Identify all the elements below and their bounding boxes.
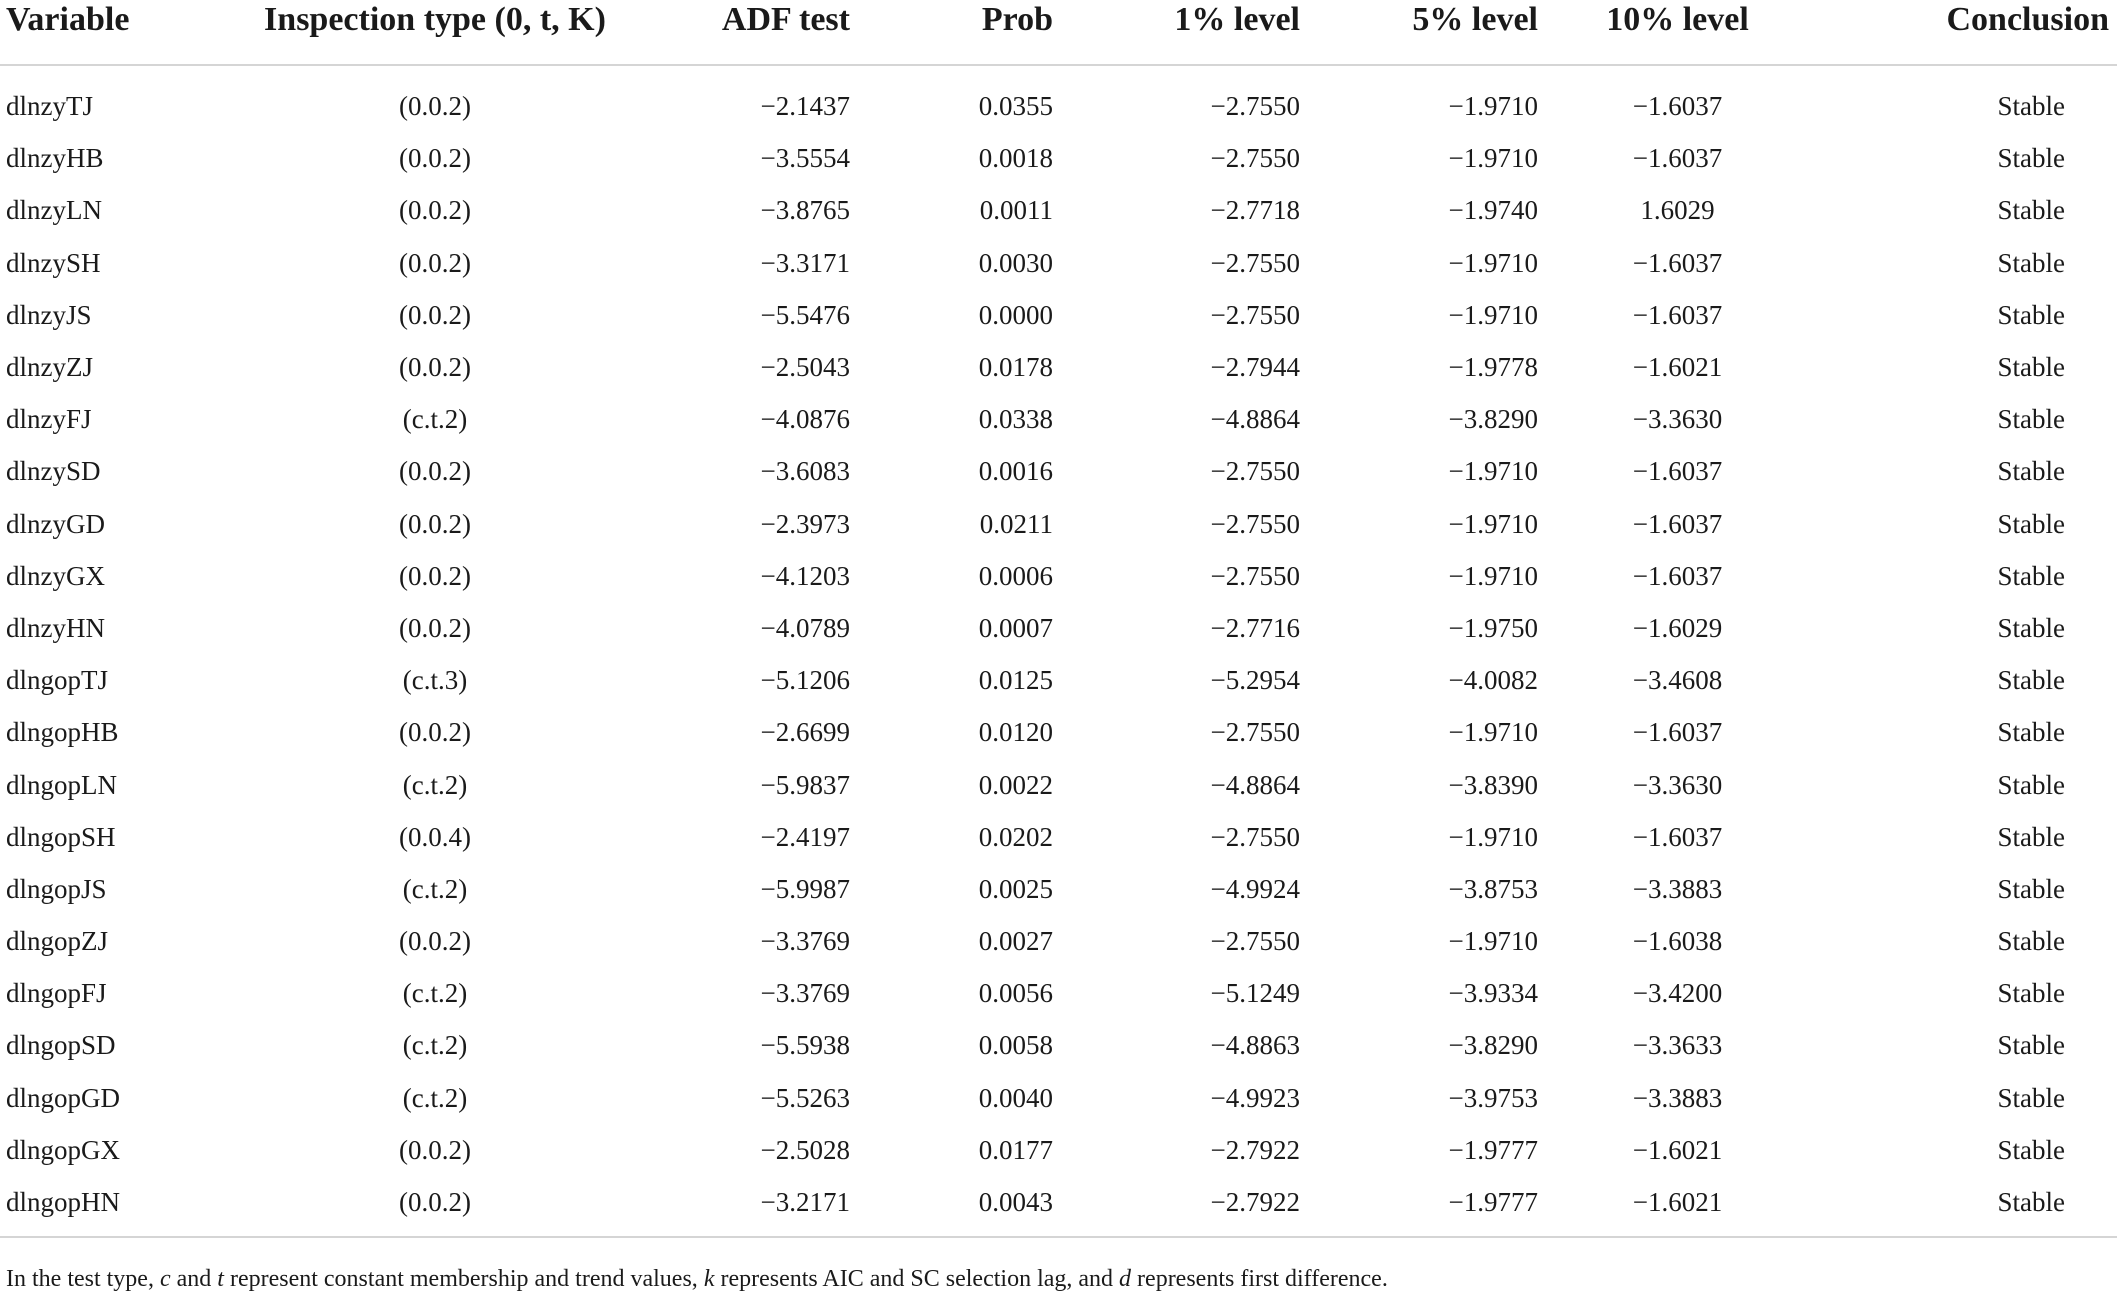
cell-adf-test: −5.9987 (760, 873, 850, 904)
table-row (0, 863, 2117, 915)
cell-inspection-type: (0.0.2) (399, 143, 471, 174)
footnote-text: represent constant membership and trend values, (223, 1266, 704, 1292)
cell-5pct-level: −1.9710 (1448, 560, 1538, 591)
cell-prob: 0.0058 (978, 1030, 1053, 1061)
cell-conclusion: Stable (1997, 1082, 2065, 1113)
cell-10pct-level: −3.3883 (1632, 873, 1723, 904)
cell-inspection-type: (c.t.2) (402, 1030, 468, 1061)
cell-inspection-type: (0.0.2) (399, 456, 471, 487)
cell-adf-test: −5.5938 (760, 1030, 850, 1061)
cell-adf-test: −4.1203 (760, 560, 850, 591)
cell-adf-test: −2.1437 (760, 91, 850, 122)
cell-conclusion: Stable (1997, 873, 2065, 904)
cell-adf-test: −3.2171 (630, 1176, 875, 1237)
cell-10pct-level: −1.6029 (1632, 612, 1723, 643)
table-row (0, 184, 2117, 236)
table-row (0, 132, 2117, 184)
cell-prob: 0.0120 (978, 717, 1053, 748)
cell-10pct-level: −1.6037 (1632, 91, 1723, 122)
cell-inspection-type: (0.0.2) (399, 352, 471, 383)
cell-variable: dlnzyHN (6, 612, 105, 643)
cell-conclusion: Stable (1997, 821, 2065, 852)
cell-5pct-level: −4.0082 (1448, 665, 1538, 696)
cell-variable: dlnzyJS (6, 299, 92, 330)
cell-5pct-level: −1.9710 (1448, 456, 1538, 487)
cell-1pct-level: −4.9924 (1210, 873, 1300, 904)
table-row (0, 65, 2117, 132)
cell-variable: dlnzyHB (6, 143, 104, 174)
column-header-adf-test: ADF test (630, 0, 875, 65)
table-row (0, 758, 2117, 810)
cell-conclusion: Stable (1997, 508, 2065, 539)
table-row (0, 915, 2117, 967)
cell-5pct-level: −3.9753 (1448, 1082, 1538, 1113)
cell-1pct-level: −2.7550 (1210, 821, 1300, 852)
table-row (0, 445, 2117, 497)
cell-prob: 0.0006 (978, 560, 1053, 591)
cell-1pct-level: −2.7922 (1065, 1176, 1310, 1237)
cell-inspection-type: (0.0.2) (399, 560, 471, 591)
footnote-var-k: k (703, 1266, 715, 1292)
cell-conclusion: Stable (1997, 404, 2065, 435)
cell-1pct-level: −2.7550 (1210, 508, 1300, 539)
cell-inspection-type: (0.0.2) (399, 508, 471, 539)
cell-1pct-level: −2.7550 (1210, 91, 1300, 122)
cell-conclusion: Stable (1997, 352, 2065, 383)
table-row (0, 1176, 2117, 1237)
cell-inspection-type: (0.0.2) (399, 717, 471, 748)
cell-1pct-level: −2.7550 (1210, 247, 1300, 278)
cell-inspection-type: (0.0.2) (240, 1176, 630, 1237)
cell-conclusion: Stable (1997, 143, 2065, 174)
cell-10pct-level: −1.6037 (1632, 821, 1723, 852)
cell-1pct-level: −5.2954 (1210, 665, 1300, 696)
cell-adf-test: −3.5554 (760, 143, 850, 174)
cell-conclusion: Stable (1997, 926, 2065, 957)
cell-prob: 0.0355 (978, 91, 1053, 122)
cell-5pct-level: −3.8290 (1448, 404, 1538, 435)
cell-5pct-level: −1.9750 (1448, 612, 1538, 643)
table-footnote (6, 1264, 1388, 1294)
cell-10pct-level: −3.3883 (1632, 1082, 1723, 1113)
cell-prob: 0.0022 (978, 769, 1053, 800)
table-row (0, 1124, 2117, 1176)
cell-1pct-level: −2.7550 (1210, 560, 1300, 591)
table-header (0, 0, 2117, 65)
cell-prob: 0.0178 (978, 352, 1053, 383)
cell-5pct-level: −1.9710 (1448, 143, 1538, 174)
cell-inspection-type: (0.0.2) (399, 247, 471, 278)
cell-conclusion: Stable (1997, 978, 2065, 1009)
cell-1pct-level: −2.7550 (1210, 143, 1300, 174)
cell-prob: 0.0043 (875, 1176, 1065, 1237)
footnote-text: In the test type, (6, 1266, 160, 1292)
cell-5pct-level: −1.9710 (1448, 821, 1538, 852)
cell-conclusion: Stable (1997, 247, 2065, 278)
footnote-var-d: d (1119, 1266, 1132, 1292)
cell-inspection-type: (0.0.2) (399, 926, 471, 957)
cell-inspection-type: (c.t.2) (402, 769, 468, 800)
cell-prob: 0.0040 (978, 1082, 1053, 1113)
cell-conclusion: Stable (1997, 1030, 2065, 1061)
cell-10pct-level: −1.6037 (1632, 299, 1723, 330)
cell-variable: dlngopTJ (6, 665, 109, 696)
cell-variable: dlnzyZJ (6, 352, 93, 383)
cell-adf-test: −2.3973 (760, 508, 850, 539)
column-header-conclusion: Conclusion (1805, 0, 2117, 65)
cell-variable: dlngopSH (6, 821, 116, 852)
cell-conclusion: Stable (1997, 560, 2065, 591)
cell-10pct-level: −1.6021 (1632, 1134, 1723, 1165)
cell-adf-test: −2.5028 (760, 1134, 850, 1165)
cell-10pct-level: 1.6029 (1640, 195, 1715, 226)
table-row (0, 654, 2117, 706)
footnote-text: and (170, 1266, 218, 1292)
cell-variable: dlnzyLN (6, 195, 102, 226)
cell-conclusion: Stable (1805, 1176, 2117, 1237)
cell-variable: dlngopLN (6, 769, 117, 800)
cell-10pct-level: −1.6021 (1550, 1176, 1805, 1237)
cell-prob: 0.0338 (978, 404, 1053, 435)
cell-inspection-type: (0.0.2) (399, 299, 471, 330)
cell-10pct-level: −3.3630 (1632, 769, 1723, 800)
cell-variable: dlngopGD (6, 1082, 120, 1113)
footnote-text: represents first difference. (1131, 1266, 1388, 1292)
cell-conclusion: Stable (1997, 717, 2065, 748)
cell-5pct-level: −1.9710 (1448, 508, 1538, 539)
column-header-variable: Variable (0, 0, 240, 65)
cell-variable: dlngopSD (6, 1030, 116, 1061)
table-row (0, 1072, 2117, 1124)
cell-5pct-level: −3.8390 (1448, 769, 1538, 800)
cell-10pct-level: −3.3630 (1632, 404, 1723, 435)
cell-conclusion: Stable (1997, 769, 2065, 800)
cell-5pct-level: −1.9710 (1448, 717, 1538, 748)
cell-variable: dlngopGX (6, 1134, 120, 1165)
cell-adf-test: −4.0876 (760, 404, 850, 435)
cell-adf-test: −3.3769 (760, 978, 850, 1009)
cell-prob: 0.0177 (978, 1134, 1053, 1165)
cell-prob: 0.0025 (978, 873, 1053, 904)
cell-prob: 0.0018 (978, 143, 1053, 174)
cell-1pct-level: −4.8864 (1210, 404, 1300, 435)
cell-adf-test: −3.3171 (760, 247, 850, 278)
cell-adf-test: −5.5476 (760, 299, 850, 330)
header-row (0, 0, 2117, 65)
table-row (0, 289, 2117, 341)
cell-5pct-level: −1.9777 (1310, 1176, 1550, 1237)
cell-5pct-level: −1.9710 (1448, 91, 1538, 122)
cell-5pct-level: −3.8753 (1448, 873, 1538, 904)
cell-10pct-level: −1.6038 (1632, 926, 1723, 957)
cell-prob: 0.0007 (978, 612, 1053, 643)
cell-1pct-level: −2.7718 (1210, 195, 1300, 226)
cell-5pct-level: −1.9710 (1448, 926, 1538, 957)
column-header-1pct-level: 1% level (1065, 0, 1310, 65)
cell-variable: dlngopHB (6, 717, 119, 748)
cell-prob: 0.0211 (979, 508, 1053, 539)
cell-inspection-type: (c.t.2) (402, 404, 468, 435)
cell-conclusion: Stable (1997, 299, 2065, 330)
cell-adf-test: −3.8765 (760, 195, 850, 226)
cell-prob: 0.0125 (978, 665, 1053, 696)
cell-5pct-level: −3.8290 (1448, 1030, 1538, 1061)
cell-variable: dlnzyTJ (6, 91, 93, 122)
table-row (0, 498, 2117, 550)
cell-variable: dlngopHN (0, 1176, 240, 1237)
footnote-text: represents AIC and SC selection lag, and (714, 1266, 1120, 1292)
table-body (0, 65, 2117, 1237)
cell-1pct-level: −4.8863 (1210, 1030, 1300, 1061)
cell-adf-test: −2.4197 (760, 821, 850, 852)
cell-prob: 0.0011 (979, 195, 1053, 226)
column-header-prob: Prob (875, 0, 1065, 65)
cell-10pct-level: −3.4200 (1632, 978, 1723, 1009)
cell-1pct-level: −2.7550 (1210, 456, 1300, 487)
table-row (0, 706, 2117, 758)
cell-prob: 0.0000 (978, 299, 1053, 330)
cell-variable: dlnzyGX (6, 560, 105, 591)
cell-variable: dlngopZJ (6, 926, 109, 957)
cell-10pct-level: −3.4608 (1632, 665, 1723, 696)
cell-conclusion: Stable (1997, 91, 2065, 122)
cell-inspection-type: (c.t.2) (402, 873, 468, 904)
cell-1pct-level: −2.7550 (1210, 299, 1300, 330)
cell-variable: dlngopFJ (6, 978, 107, 1009)
cell-1pct-level: −2.7550 (1210, 717, 1300, 748)
cell-conclusion: Stable (1997, 665, 2065, 696)
cell-10pct-level: −1.6021 (1632, 352, 1723, 383)
cell-adf-test: −3.3769 (760, 926, 850, 957)
table-row (0, 1019, 2117, 1071)
cell-10pct-level: −1.6037 (1632, 717, 1723, 748)
cell-inspection-type: (c.t.3) (402, 665, 468, 696)
cell-10pct-level: −1.6037 (1632, 560, 1723, 591)
cell-prob: 0.0030 (978, 247, 1053, 278)
cell-adf-test: −5.5263 (760, 1082, 850, 1113)
cell-prob: 0.0056 (978, 978, 1053, 1009)
cell-inspection-type: (0.0.2) (399, 91, 471, 122)
column-header-10pct-level: 10% level (1550, 0, 1805, 65)
cell-adf-test: −3.6083 (760, 456, 850, 487)
cell-adf-test: −4.0789 (760, 612, 850, 643)
cell-inspection-type: (c.t.2) (402, 1082, 468, 1113)
cell-1pct-level: −2.7550 (1210, 926, 1300, 957)
cell-5pct-level: −3.9334 (1448, 978, 1538, 1009)
column-header-5pct-level: 5% level (1310, 0, 1550, 65)
cell-adf-test: −5.1206 (760, 665, 850, 696)
cell-prob: 0.0016 (978, 456, 1053, 487)
cell-conclusion: Stable (1997, 456, 2065, 487)
table-row (0, 393, 2117, 445)
cell-adf-test: −5.9837 (760, 769, 850, 800)
cell-5pct-level: −1.9778 (1448, 352, 1538, 383)
footnote-var-c: c (159, 1266, 171, 1292)
cell-10pct-level: −1.6037 (1632, 508, 1723, 539)
cell-adf-test: −2.6699 (760, 717, 850, 748)
cell-1pct-level: −4.8864 (1210, 769, 1300, 800)
cell-5pct-level: −1.9777 (1448, 1134, 1538, 1165)
cell-inspection-type: (0.0.2) (399, 195, 471, 226)
table-row (0, 237, 2117, 289)
cell-inspection-type: (0.0.2) (399, 1134, 471, 1165)
cell-1pct-level: −2.7944 (1210, 352, 1300, 383)
cell-variable: dlngopJS (6, 873, 107, 904)
table-row (0, 341, 2117, 393)
cell-5pct-level: −1.9710 (1448, 299, 1538, 330)
cell-variable: dlnzySD (6, 456, 101, 487)
cell-1pct-level: −4.9923 (1210, 1082, 1300, 1113)
table-row (0, 967, 2117, 1019)
table-row (0, 811, 2117, 863)
cell-conclusion: Stable (1997, 612, 2065, 643)
footnote-var-t: t (217, 1266, 224, 1292)
cell-adf-test: −2.5043 (760, 352, 850, 383)
cell-5pct-level: −1.9740 (1448, 195, 1538, 226)
cell-inspection-type: (0.0.4) (399, 821, 471, 852)
cell-variable: dlnzyGD (6, 508, 105, 539)
cell-variable: dlnzyFJ (6, 404, 92, 435)
cell-prob: 0.0027 (978, 926, 1053, 957)
table-row (0, 550, 2117, 602)
table-row (0, 602, 2117, 654)
cell-variable: dlnzySH (6, 247, 101, 278)
cell-5pct-level: −1.9710 (1448, 247, 1538, 278)
cell-10pct-level: −1.6037 (1632, 247, 1723, 278)
cell-1pct-level: −2.7716 (1210, 612, 1300, 643)
cell-conclusion: Stable (1997, 1134, 2065, 1165)
cell-conclusion: Stable (1997, 195, 2065, 226)
column-header-inspection-type: Inspection type (0, t, K) (240, 0, 630, 65)
cell-10pct-level: −1.6037 (1632, 143, 1723, 174)
cell-inspection-type: (0.0.2) (399, 612, 471, 643)
cell-prob: 0.0202 (978, 821, 1053, 852)
cell-10pct-level: −1.6037 (1632, 456, 1723, 487)
cell-10pct-level: −3.3633 (1632, 1030, 1723, 1061)
cell-1pct-level: −5.1249 (1210, 978, 1300, 1009)
cell-inspection-type: (c.t.2) (402, 978, 468, 1009)
cell-1pct-level: −2.7922 (1210, 1134, 1300, 1165)
